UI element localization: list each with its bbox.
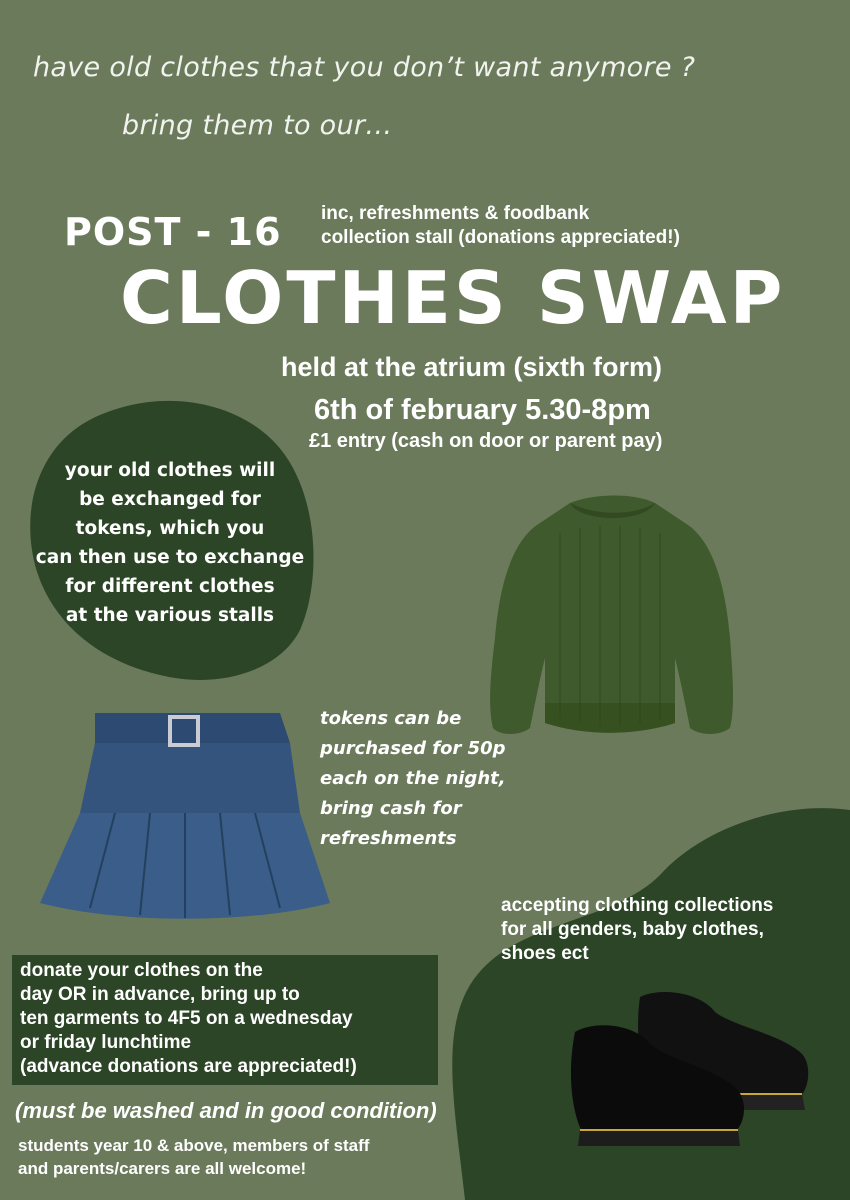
intro-question: have old clothes that you don’t want anymore ?	[33, 52, 696, 83]
exchange-info	[25, 456, 315, 630]
post-16-tag: POST - 16	[64, 210, 282, 254]
refreshments-note-line: inc, refreshments & foodbank	[321, 203, 590, 224]
accepting-info-line: shoes ect	[501, 943, 589, 964]
exchange-info-line: can then use to exchange	[35, 547, 305, 568]
tokens-info-line: bring cash for	[320, 798, 462, 819]
event-entry: £1 entry (cash on door or parent pay)	[309, 430, 663, 452]
donate-info-line: day OR in advance, bring up to	[20, 984, 300, 1005]
exchange-info-line: tokens, which you	[75, 518, 265, 539]
event-title: CLOTHES SWAP	[120, 256, 786, 340]
exchange-info-line: your old clothes will	[64, 460, 276, 481]
condition-note: (must be washed and in good condition)	[15, 1098, 437, 1123]
event-venue: held at the atrium (sixth form)	[281, 352, 663, 382]
accepting-info-line: accepting clothing collections	[501, 895, 774, 916]
welcome-info-line: students year 10 & above, members of staff	[18, 1136, 370, 1155]
refreshments-note-line: collection stall (donations appreciated!)	[321, 227, 680, 248]
exchange-info-line: be exchanged for	[79, 489, 261, 510]
donate-info-line: (advance donations are appreciated!)	[20, 1056, 357, 1077]
tokens-info-line: refreshments	[320, 828, 457, 849]
welcome-info	[18, 1134, 369, 1180]
exchange-info-line: at the various stalls	[65, 605, 275, 626]
donate-info-box	[12, 955, 438, 1085]
denim-skirt-image	[35, 703, 335, 928]
accepting-info	[501, 894, 773, 966]
tokens-info	[320, 704, 506, 854]
black-boots-image	[560, 982, 820, 1152]
green-sweater-image	[485, 488, 740, 743]
intro-invite: bring them to our…	[122, 110, 393, 141]
welcome-info-line: and parents/carers are all welcome!	[18, 1159, 307, 1178]
tokens-info-line: tokens can be	[320, 708, 462, 729]
donate-info-line: donate your clothes on the	[20, 960, 263, 981]
refreshments-note	[321, 202, 680, 250]
accepting-info-line: for all genders, baby clothes,	[501, 919, 764, 940]
event-date: 6th of february 5.30-8pm	[314, 394, 651, 426]
tokens-info-line: purchased for 50p	[320, 738, 506, 759]
donate-info-line: ten garments to 4F5 on a wednesday	[20, 1008, 353, 1029]
exchange-info-line: for different clothes	[65, 576, 275, 597]
tokens-info-line: each on the night,	[320, 768, 506, 789]
donate-info-line: or friday lunchtime	[20, 1032, 192, 1053]
